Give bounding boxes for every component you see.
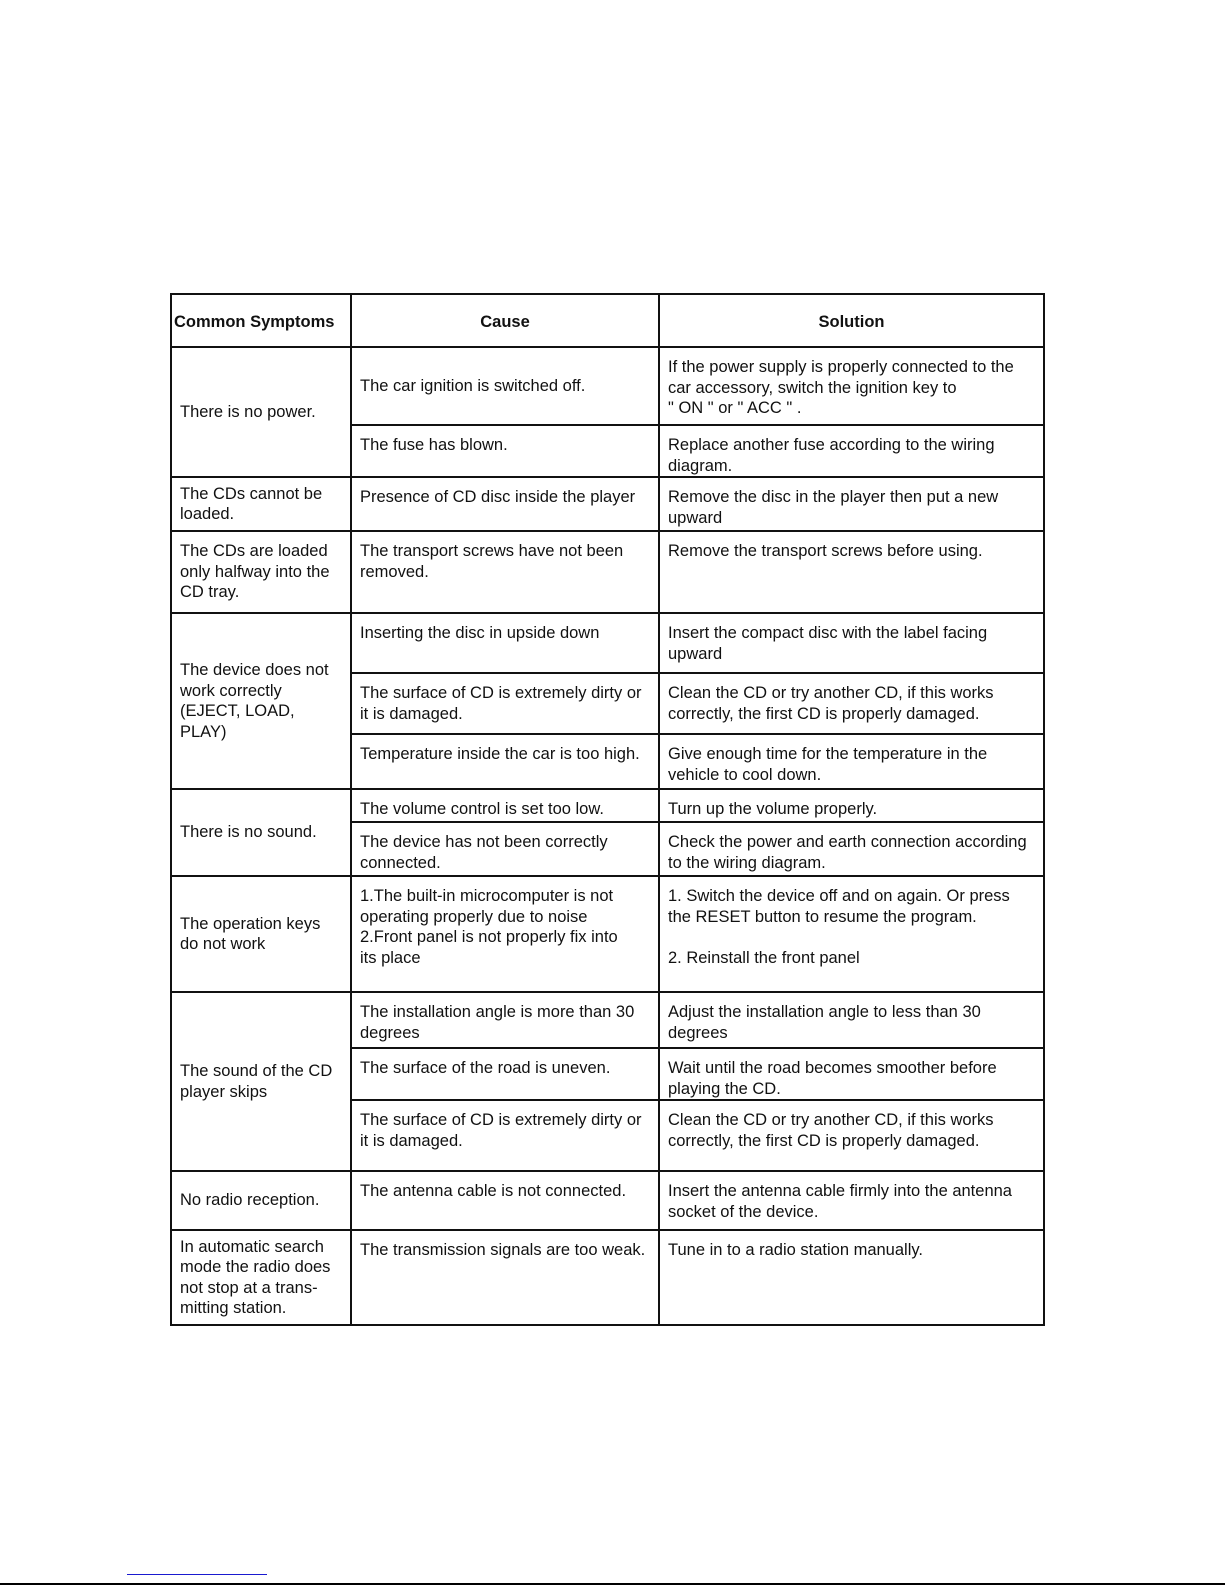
cause-cell: The device has not been correctly connected.: [351, 822, 659, 876]
header-cause: Cause: [351, 294, 659, 347]
link-underline[interactable]: [127, 1574, 267, 1575]
header-row: [171, 294, 1044, 347]
solution-cell: 1. Switch the device off and on again. Or press the RESET button to resume the program. 2. Reinstall the front panel: [659, 876, 1044, 992]
table-row: [171, 531, 1044, 613]
solution-cell: Remove the transport screws before using.: [659, 531, 1044, 613]
solution-cell: Check the power and earth connection according to the wiring diagram.: [659, 822, 1044, 876]
header-solution: Solution: [659, 294, 1044, 347]
cause-cell: The antenna cable is not connected.: [351, 1171, 659, 1230]
table-row: [171, 992, 1044, 1048]
solution-cell: Tune in to a radio station manually.: [659, 1230, 1044, 1325]
table-row: [171, 1171, 1044, 1230]
cause-cell: 1.The built-in microcomputer is not operating properly due to noise 2.Front panel is not properly fix into its place: [351, 876, 659, 992]
solution-cell: Remove the disc in the player then put a new upward: [659, 477, 1044, 531]
symptom-cell: The CDs cannot be loaded.: [171, 477, 351, 531]
table-row: [171, 789, 1044, 822]
cause-cell: The transport screws have not been removed.: [351, 531, 659, 613]
symptom-cell: The device does not work correctly (EJECT, LOAD, PLAY): [171, 613, 351, 789]
solution-cell: Turn up the volume properly.: [659, 789, 1044, 822]
cause-cell: The car ignition is switched off.: [351, 347, 659, 425]
solution-cell: Insert the compact disc with the label facing upward: [659, 613, 1044, 673]
solution-cell: Clean the CD or try another CD, if this works correctly, the first CD is properly damaged.: [659, 1100, 1044, 1171]
solution-cell: Wait until the road becomes smoother before playing the CD.: [659, 1048, 1044, 1100]
cause-cell: The installation angle is more than 30 degrees: [351, 992, 659, 1048]
symptom-cell: There is no power.: [171, 347, 351, 477]
solution-cell: Clean the CD or try another CD, if this works correctly, the first CD is properly damaged.: [659, 673, 1044, 734]
cause-cell: The volume control is set too low.: [351, 789, 659, 822]
table-row: [171, 876, 1044, 992]
cause-cell: The surface of CD is extremely dirty or it is damaged.: [351, 673, 659, 734]
cause-cell: The fuse has blown.: [351, 425, 659, 477]
table-row: [171, 477, 1044, 531]
solution-cell: Adjust the installation angle to less than 30 degrees: [659, 992, 1044, 1048]
solution-cell: Give enough time for the temperature in the vehicle to cool down.: [659, 734, 1044, 789]
table-row: [171, 613, 1044, 673]
header-symptoms: Common Symptoms: [171, 294, 351, 347]
solution-cell: Replace another fuse according to the wiring diagram.: [659, 425, 1044, 477]
cause-cell: The surface of the road is uneven.: [351, 1048, 659, 1100]
symptom-cell: No radio reception.: [171, 1171, 351, 1230]
symptom-cell: There is no sound.: [171, 789, 351, 876]
cause-cell: Inserting the disc in upside down: [351, 613, 659, 673]
solution-cell: Insert the antenna cable firmly into the antenna socket of the device.: [659, 1171, 1044, 1230]
cause-cell: The transmission signals are too weak.: [351, 1230, 659, 1325]
symptom-cell: In automatic search mode the radio does not stop at a trans-mitting station.: [171, 1230, 351, 1325]
cause-cell: Presence of CD disc inside the player: [351, 477, 659, 531]
cause-cell: Temperature inside the car is too high.: [351, 734, 659, 789]
cause-cell: The surface of CD is extremely dirty or it is damaged.: [351, 1100, 659, 1171]
symptom-cell: The CDs are loaded only halfway into the CD tray.: [171, 531, 351, 613]
table-row: [171, 347, 1044, 425]
solution-cell: If the power supply is properly connected to the car accessory, switch the ignition key to " ON " or " ACC " .: [659, 347, 1044, 425]
symptom-cell: The operation keys do not work: [171, 876, 351, 992]
troubleshooting-table: [170, 293, 1045, 1326]
table-row: [171, 1230, 1044, 1325]
symptom-cell: The sound of the CD player skips: [171, 992, 351, 1171]
